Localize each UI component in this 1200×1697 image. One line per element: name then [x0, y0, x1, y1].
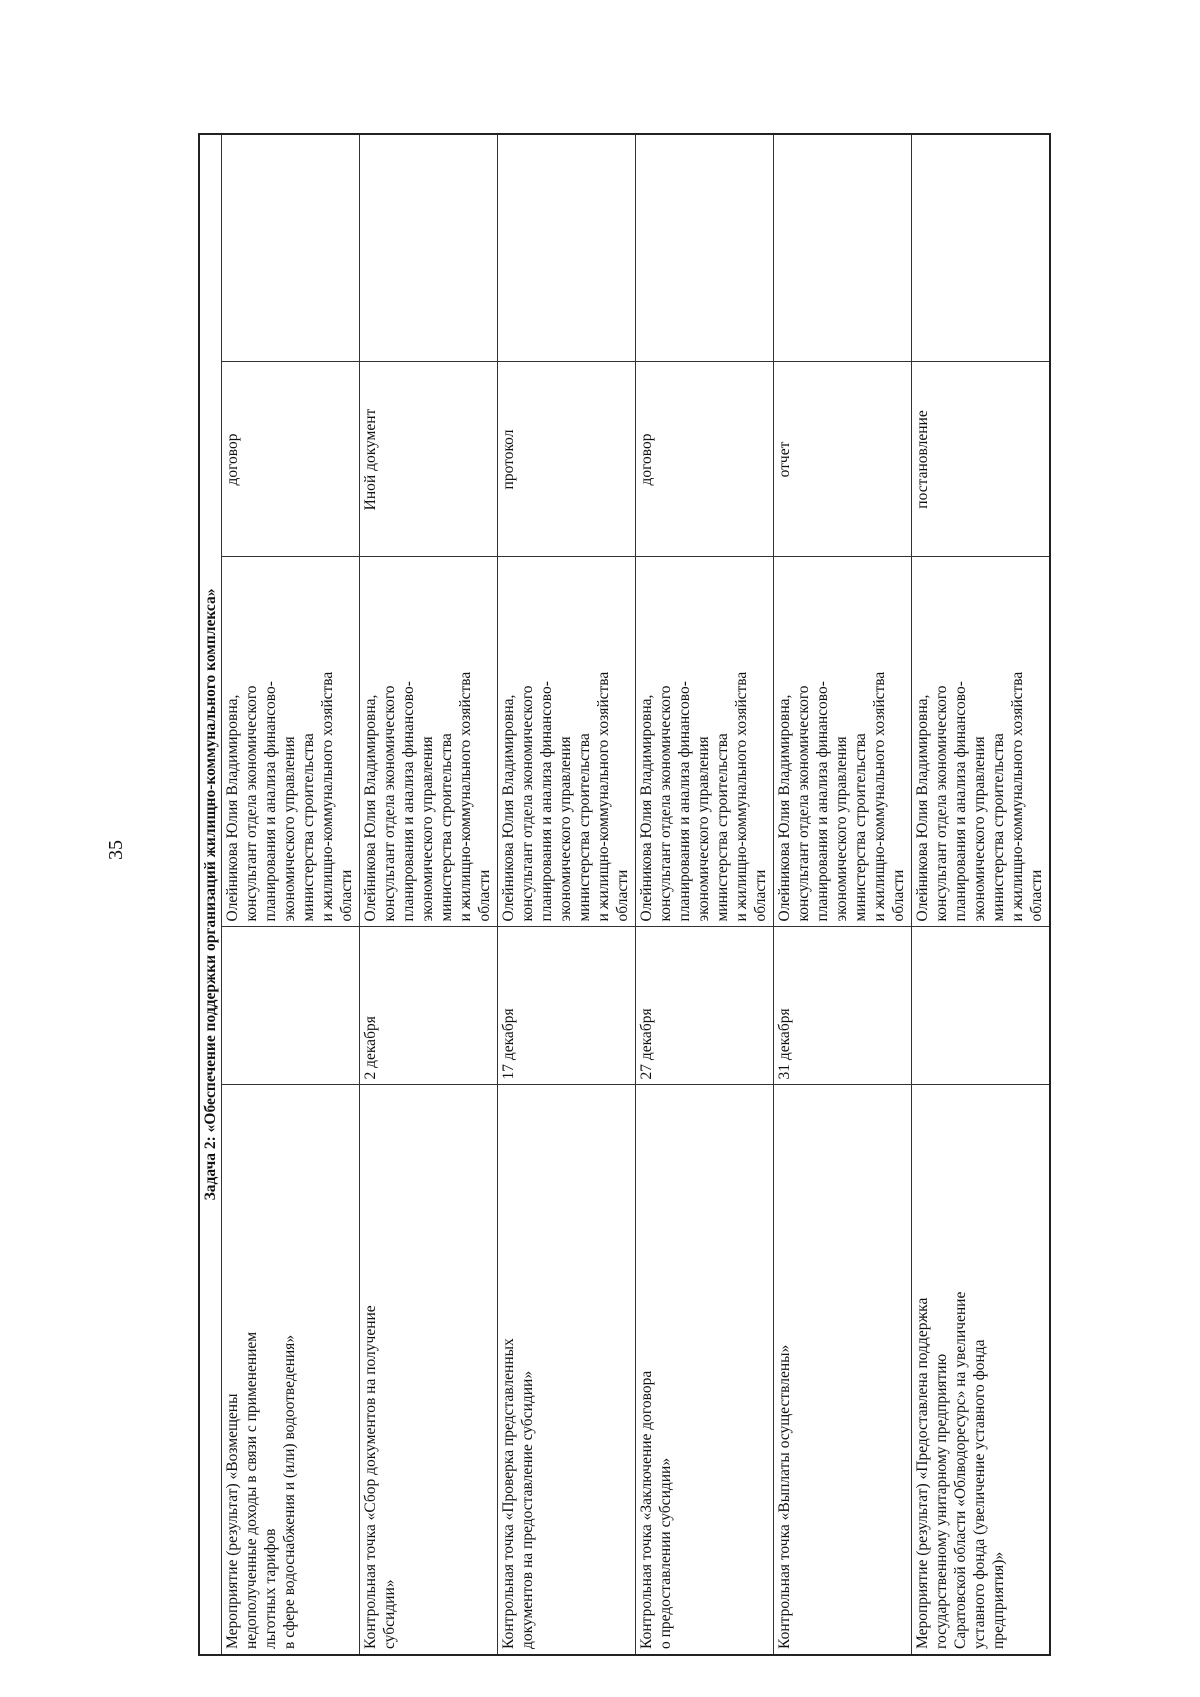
responsible-line: и жилищно-коммунального хозяйства — [457, 671, 474, 922]
rotated-table-container — [198, 135, 1045, 1656]
responsible-line: министерства строительства — [576, 733, 593, 922]
event-line: предприятия)» — [990, 1551, 1007, 1649]
responsible-cell — [912, 557, 1051, 927]
event-cell — [222, 1085, 360, 1655]
event-line: государственному унитарному предприятию — [933, 1353, 950, 1649]
table-row — [636, 134, 774, 1655]
document-cell: отчет — [774, 362, 912, 557]
responsible-line: консультант отдела экономического — [519, 685, 536, 922]
event-line: льготных тарифов — [262, 1528, 279, 1649]
responsible-line: и жилищно-коммунального хозяйства — [733, 671, 750, 922]
responsible-line: экономического управления — [419, 736, 436, 922]
event-line: Контрольная точка «Заключение договора — [638, 1370, 655, 1649]
extra-cell — [636, 134, 774, 362]
table-row — [222, 134, 360, 1655]
responsible-cell — [222, 557, 360, 927]
responsible-line: консультант отдела экономического — [795, 685, 812, 922]
table-row — [498, 134, 636, 1655]
extra-cell — [774, 134, 912, 362]
event-cell — [498, 1085, 636, 1655]
responsible-line: и жилищно-коммунального хозяйства — [871, 671, 888, 922]
responsible-line: планирования и анализа финансово- — [814, 681, 831, 922]
event-cell — [912, 1085, 1051, 1655]
date-cell — [222, 927, 360, 1085]
plan-table — [198, 133, 1051, 1656]
date-cell: 27 декабря — [636, 927, 774, 1085]
responsible-line: области — [890, 869, 907, 922]
responsible-line: Олейникова Юлия Владимировна, — [914, 694, 931, 922]
responsible-line: планирования и анализа финансово- — [952, 681, 969, 922]
event-line: Мероприятие (результат) «Возмещены — [224, 1393, 241, 1649]
table-row — [774, 134, 912, 1655]
responsible-line: министерства строительства — [300, 733, 317, 922]
page-number: 35 — [105, 840, 127, 860]
responsible-line: консультант отдела экономического — [243, 685, 260, 922]
responsible-line: экономического управления — [557, 736, 574, 922]
section-header-row — [199, 134, 222, 1655]
responsible-line: области — [338, 869, 355, 922]
date-cell: 31 декабря — [774, 927, 912, 1085]
responsible-line: планирования и анализа финансово- — [400, 681, 417, 922]
event-line: Контрольная точка «Сбор документов на получение — [362, 1305, 379, 1649]
responsible-line: планирования и анализа финансово- — [262, 681, 279, 922]
document-cell: Иной документ — [360, 362, 498, 557]
event-line: Саратовской области «Облводоресурс» на увеличение — [952, 1291, 969, 1649]
extra-cell — [360, 134, 498, 362]
responsible-line: экономического управления — [695, 736, 712, 922]
responsible-line: Олейникова Юлия Владимировна, — [500, 694, 517, 922]
document-cell: договор — [636, 362, 774, 557]
responsible-line: и жилищно-коммунального хозяйства — [319, 671, 336, 922]
section-title: Задача 2: «Обеспечение поддержки организаций жилищно-коммунального комплекса» — [199, 134, 222, 1655]
responsible-line: консультант отдела экономического — [933, 685, 950, 922]
event-line: в сфере водоснабжения и (или) водоотведения» — [281, 1334, 298, 1649]
event-cell — [774, 1085, 912, 1655]
extra-cell — [912, 134, 1051, 362]
event-line: о предоставлении субсидии» — [657, 1457, 674, 1649]
event-line: субсидии» — [381, 1579, 398, 1649]
responsible-cell — [774, 557, 912, 927]
date-cell: 17 декабря — [498, 927, 636, 1085]
event-line: недополученные доходы в связи с применением — [243, 1331, 260, 1649]
responsible-line: и жилищно-коммунального хозяйства — [595, 671, 612, 922]
responsible-line: Олейникова Юлия Владимировна, — [638, 694, 655, 922]
event-line: Контрольная точка «Выплаты осуществлены» — [776, 1344, 793, 1649]
responsible-line: министерства строительства — [438, 733, 455, 922]
event-cell — [636, 1085, 774, 1655]
responsible-line: экономического управления — [833, 736, 850, 922]
responsible-line: планирования и анализа финансово- — [538, 681, 555, 922]
responsible-line: экономического управления — [971, 736, 988, 922]
responsible-line: Олейникова Юлия Владимировна, — [776, 694, 793, 922]
event-line: Мероприятие (результат) «Предоставлена поддержка — [914, 1297, 931, 1649]
date-cell — [912, 927, 1051, 1085]
responsible-line: консультант отдела экономического — [657, 685, 674, 922]
responsible-line: области — [476, 869, 493, 922]
event-cell — [360, 1085, 498, 1655]
responsible-line: Олейникова Юлия Владимировна, — [362, 694, 379, 922]
event-line: Контрольная точка «Проверка представленных — [500, 1338, 517, 1649]
responsible-line: консультант отдела экономического — [381, 685, 398, 922]
responsible-cell — [498, 557, 636, 927]
table-row — [360, 134, 498, 1655]
responsible-line: области — [614, 869, 631, 922]
responsible-line: и жилищно-коммунального хозяйства — [1009, 671, 1026, 922]
responsible-line: министерства строительства — [852, 733, 869, 922]
responsible-line: Олейникова Юлия Владимировна, — [224, 694, 241, 922]
event-line: уставного фонда (увеличение уставного фонда — [971, 1339, 988, 1649]
responsible-line: экономического управления — [281, 736, 298, 922]
responsible-line: министерства строительства — [990, 733, 1007, 922]
responsible-line: министерства строительства — [714, 733, 731, 922]
date-cell: 2 декабря — [360, 927, 498, 1085]
event-line: документов на предоставление субсидии» — [519, 1370, 536, 1649]
responsible-cell — [360, 557, 498, 927]
table-row — [912, 134, 1051, 1655]
document-cell: протокол — [498, 362, 636, 557]
responsible-cell — [636, 557, 774, 927]
responsible-line: области — [752, 869, 769, 922]
extra-cell — [498, 134, 636, 362]
responsible-line: области — [1028, 869, 1045, 922]
document-cell: договор — [222, 362, 360, 557]
extra-cell — [222, 134, 360, 362]
responsible-line: планирования и анализа финансово- — [676, 681, 693, 922]
document-cell: постановление — [912, 362, 1051, 557]
